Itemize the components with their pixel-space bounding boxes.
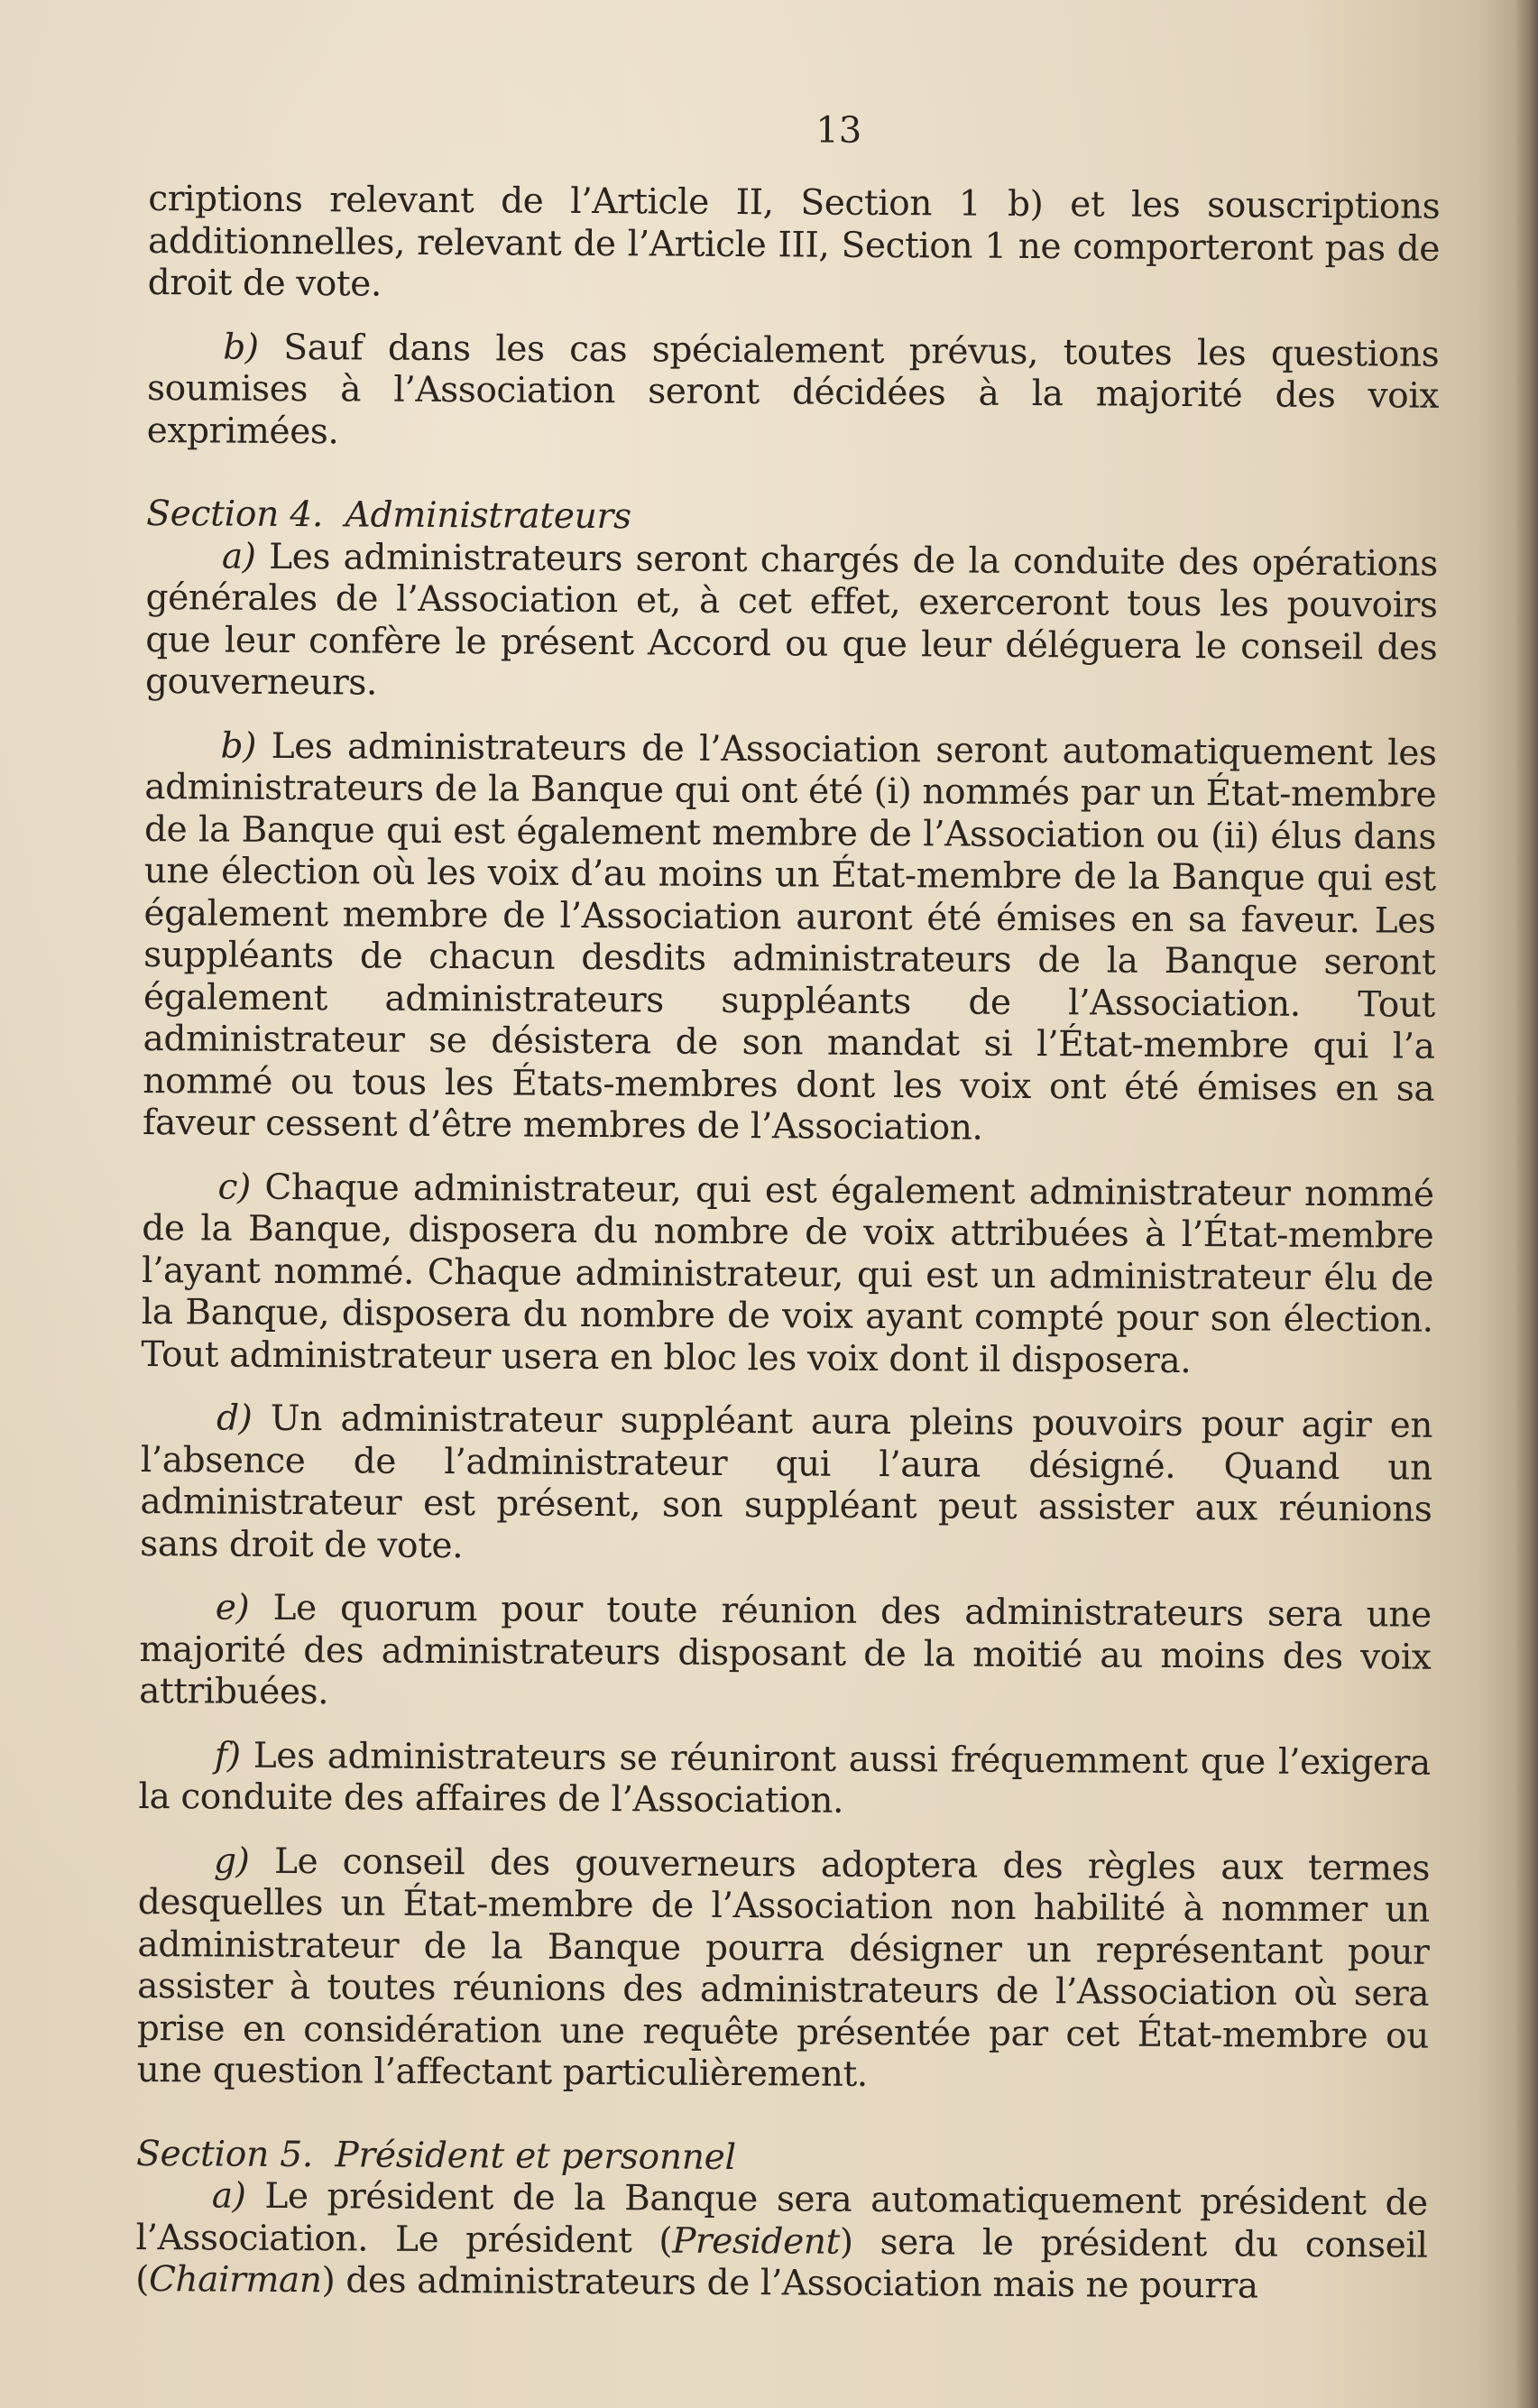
paragraph-text: Les administrateurs de l’Association seront automatiquement les administrateurs de la Banque qui ont été (i) nommés par un État-membre de la Banque qui est également membre de l’Association ou (ii) élus dans une élection où les voix d’au moins un État-membre de la Banque qui est également membre de l’Association auront été émises en sa faveur. Les suppléants de chacun desdits administrateurs de la Banque seront également administrateurs suppléants de l’Association. Tout administrateur se désistera de son mandat si l’État-membre qui l’a nommé ou tous les États-membres dont les voix ont été émises en sa faveur cessent d’être membres de l’Association.: [142, 725, 1437, 1149]
english-term-chairman: Chairman: [148, 2259, 322, 2302]
page-number: 13: [815, 109, 862, 152]
item-letter: a): [211, 2175, 246, 2217]
section-4-paragraph-d: [140, 1398, 1432, 1573]
item-letter: e): [215, 1587, 250, 1628]
section-number: Section 4.: [146, 493, 324, 536]
paragraph-continued: [148, 179, 1441, 312]
paragraph-text: Les administrateurs se réuniront aussi fréquemment que l’exigera la conduite des affaires de l’Association.: [138, 1735, 1431, 1822]
item-letter: d): [216, 1398, 253, 1439]
section-4-paragraph-e: [139, 1587, 1432, 1721]
section-4-paragraph-a: [145, 535, 1438, 711]
paragraph-b: [147, 326, 1440, 459]
item-letter: b): [223, 327, 259, 368]
english-term-president: President: [672, 2220, 840, 2263]
item-letter: g): [213, 1840, 250, 1882]
section-5-paragraph-a: [135, 2175, 1428, 2309]
item-letter: f): [214, 1734, 241, 1776]
paragraph-text: ) des administrateurs de l’Association mais ne pourra: [321, 2260, 1258, 2307]
section-title: Administrateurs: [345, 494, 632, 538]
paragraph-text: ) sera le président du conseil (: [135, 2221, 1428, 2301]
paragraph-text: Sauf dans les cas spécialement prévus, toutes les questions soumises à l’Association seront décidées à la majorité des voix exprimées.: [146, 327, 1440, 452]
page-edge-shadow: [1515, 0, 1538, 2408]
section-number: Section 5.: [135, 2133, 314, 2175]
section-4-paragraph-g: [137, 1840, 1431, 2099]
item-letter: c): [217, 1166, 252, 1208]
paragraph-text: Le conseil des gouverneurs adoptera des règles aux termes desquelles un État-membre de l’Association non habilité à nommer un administrateur de la Banque pourra désigner un représentant pour assister à toutes réunions des administrateurs de l’Association où sera prise en considération une requête présentée par cet État-membre ou une question l’affectant particulièrement.: [136, 1841, 1431, 2095]
section-title: Président et personnel: [335, 2134, 737, 2178]
section-4-paragraph-f: [138, 1734, 1431, 1826]
page-content: [135, 99, 1441, 2307]
paragraph-text: criptions relevant de l’Article II, Section 1 b) et les souscriptions additionnelles, relevant de l’Article III, Section 1 ne comporteront pas de droit de vote.: [147, 178, 1441, 305]
paragraph-text: Un administrateur suppléant aura pleins pouvoirs pour agir en l’absence de l’administrateur qui l’aura désigné. Quand un administrateur est présent, son suppléant peut assister aux réunions sans droit de vote.: [140, 1398, 1433, 1566]
paragraph-text: Le président de la Banque sera automatiquement président de l’Association. Le président (: [135, 2175, 1428, 2262]
section-4-paragraph-c: [141, 1166, 1433, 1383]
paragraph-text: Chaque administrateur, qui est également administrateur nommé de la Banque, disposera du nombre de voix attribuées à l’État-membre l’ayant nommé. Chaque administrateur, qui est un administrateur élu de la Banque, disposera du nombre de voix ayant compté pour son élection. Tout administrateur usera en bloc les voix dont il disposera.: [141, 1167, 1434, 1381]
body-text: [135, 179, 1440, 2309]
item-letter: b): [220, 725, 257, 767]
item-letter: a): [221, 536, 256, 577]
section-4-paragraph-b: [143, 724, 1437, 1152]
paragraph-text: Le quorum pour toute réunion des administrateurs sera une majorité des administrateurs disposant de la moitié au moins des voix attribuées.: [139, 1587, 1432, 1713]
paragraph-text: Les administrateurs seront chargés de la conduite des opérations générales de l’Association et, à cet effet, exerceront tous les pouvoirs que leur confère le présent Accord ou que leur déléguera le conseil des gouverneurs.: [144, 536, 1439, 704]
